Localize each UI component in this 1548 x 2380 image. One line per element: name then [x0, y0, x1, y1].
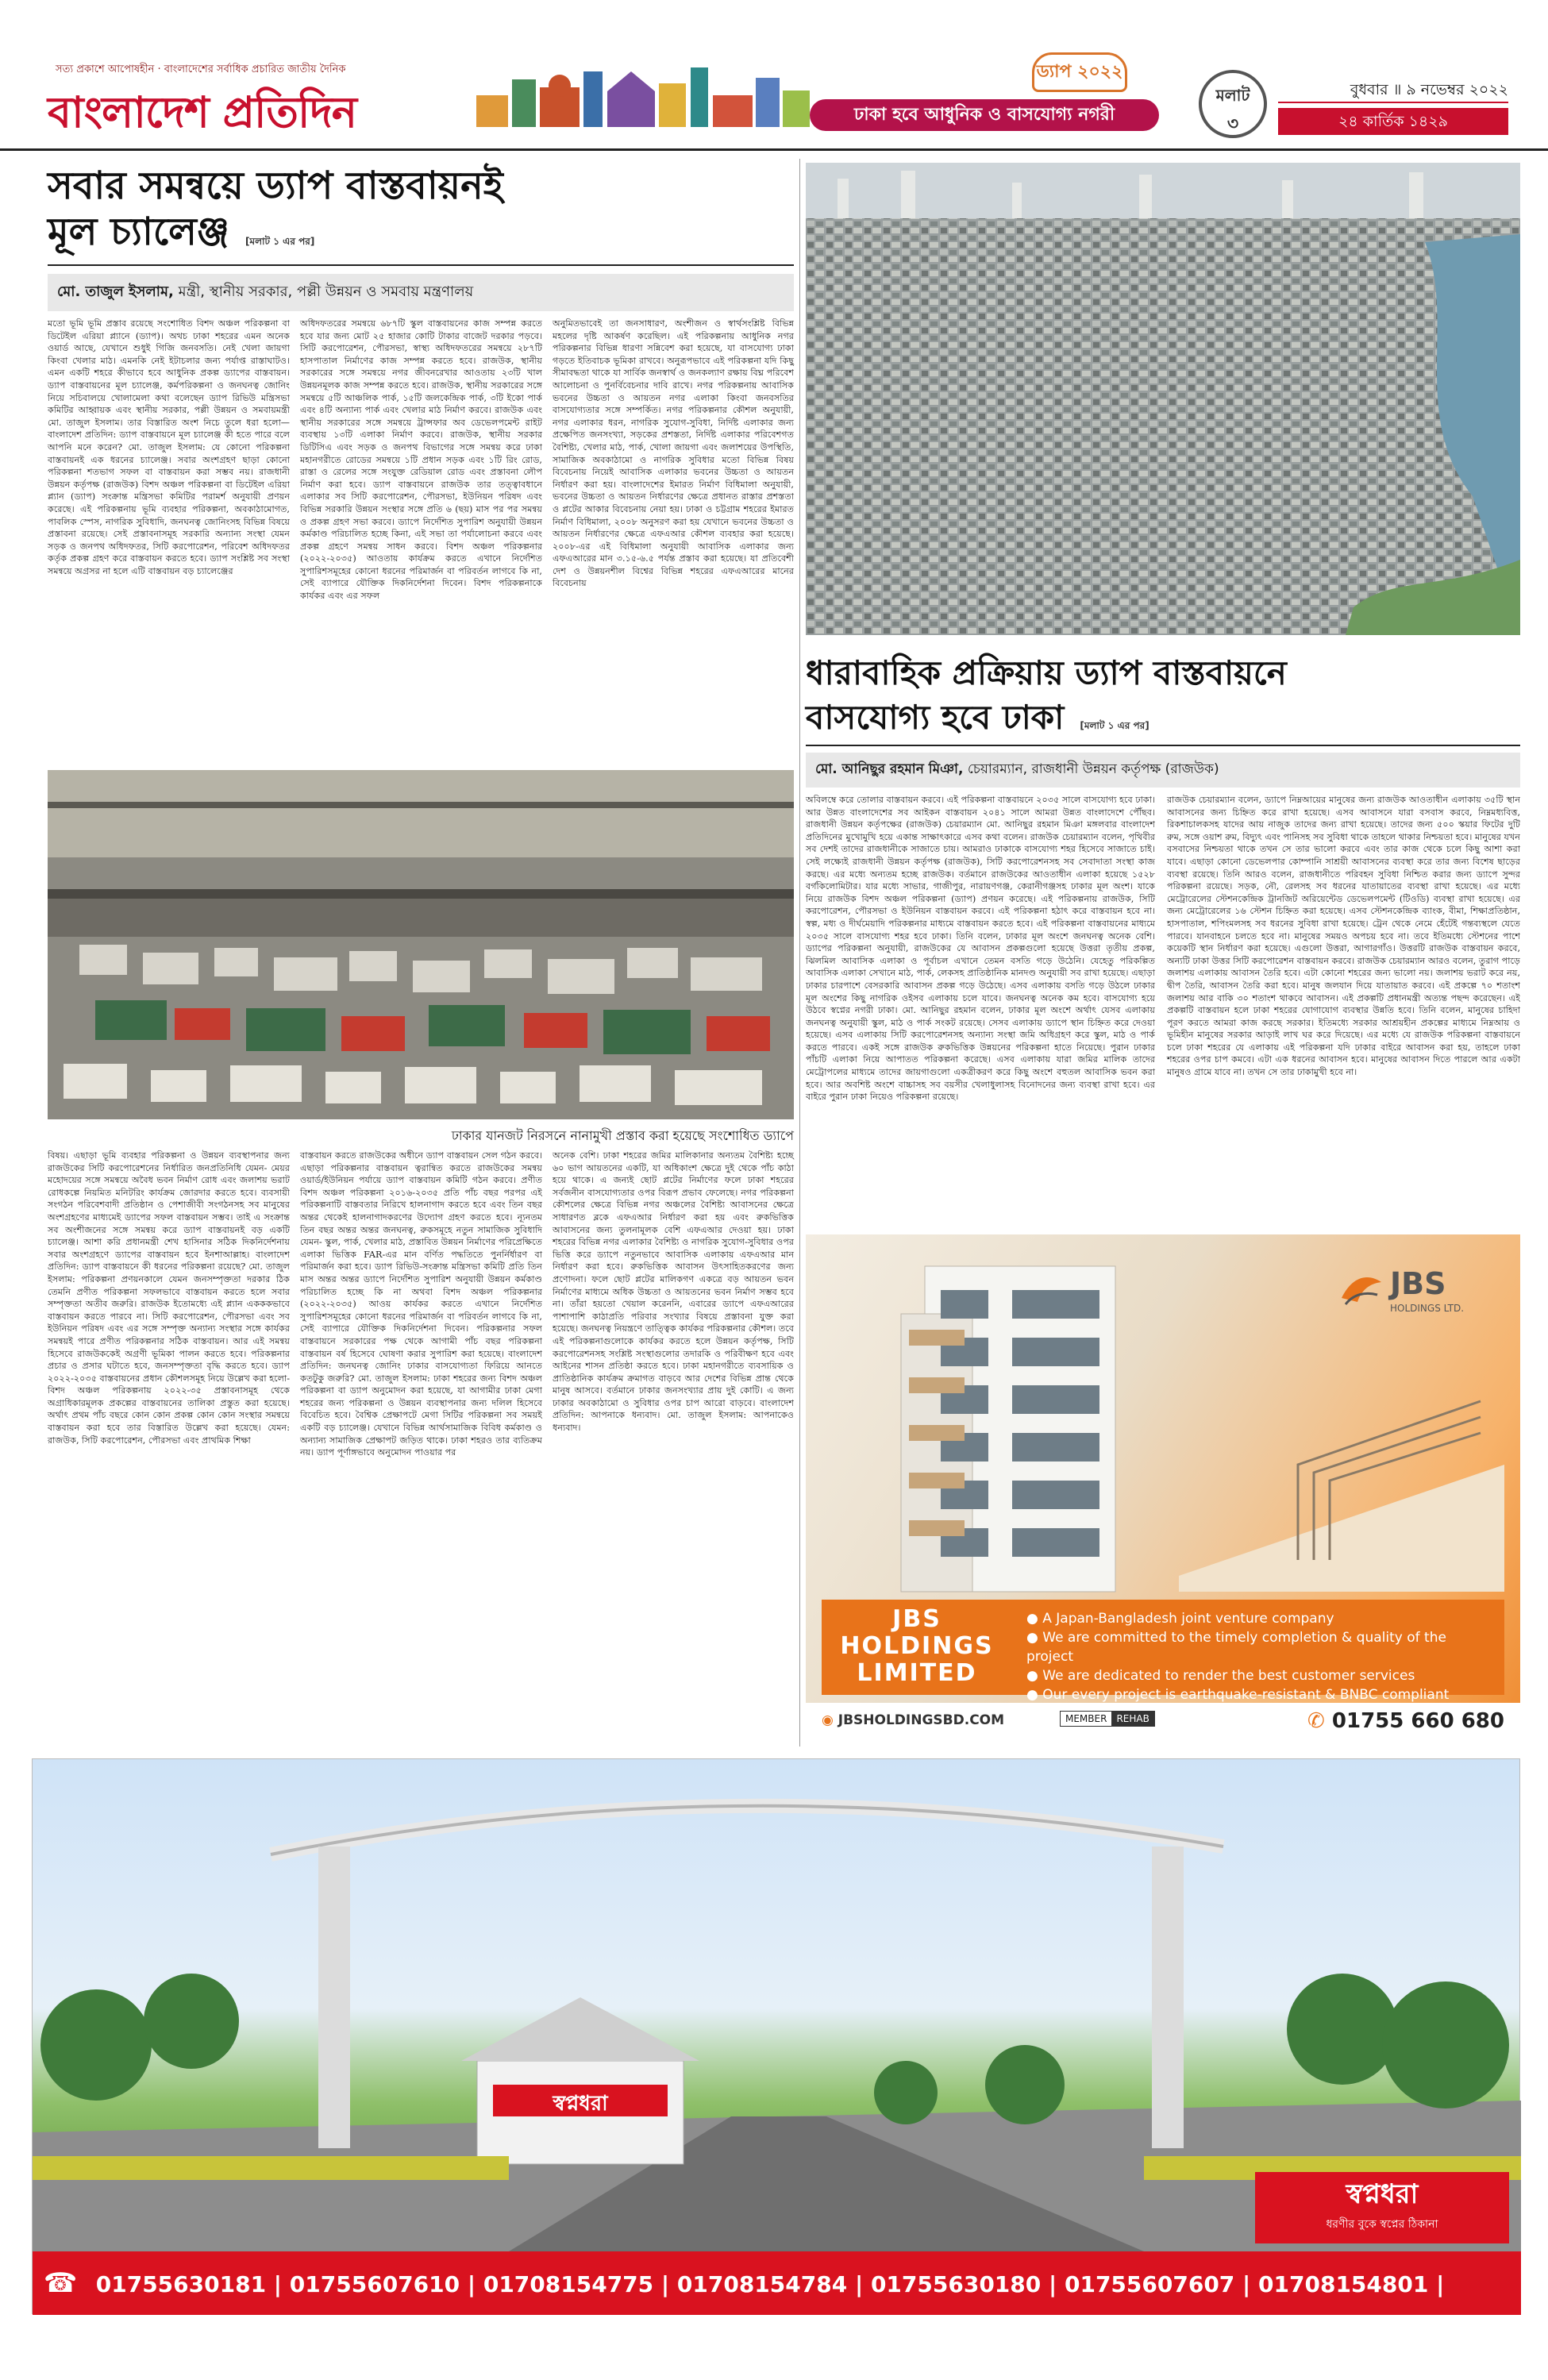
phone-number[interactable]: 01755607607: [1064, 2271, 1235, 2297]
article2-headline: ধারাবাহিক প্রক্রিয়ায় ড্যাপ বাস্তবায়নে বাসযোগ্য হবে ঢাকা [মলাট ১ এর পর]: [806, 651, 1520, 748]
stair-illustration: [1179, 1369, 1504, 1592]
article2-col1: অবিলম্বে করে তোলার বাস্তবায়ন করবে। এই পরিকল্পনা বাস্তবায়নে ২০৩৫ সালে বাসযোগ্য হবে ঢাকা। আর উন্নত বাংলাদেশের সব আইকন বাস্তবায়ন ২০৪১ সালে আমরা উন্নত বাংলাদেশে পৌঁছব। রাজধানী উন্নয়ন কর্তৃপক্ষের (রাজউক) চেয়ারম্যান মো. আনিছুর রহমান মিঞা মঙ্গলবার বাংলাদেশ প্রতিদিনের মুখোমুখি হয়ে একান্ত সাক্ষাৎকারে এসব কথা বলেন। রাজউক চেয়ারম্যান বলেন, পৃথিবীর সব দেশই তাদের রাজধানীকে সাজাতে চায়। আমরাও ঢাকাকে বাসযোগ্য শহর হিসেবে সাজাতে চাই। সেই লক্ষ্যেই রাজধানী উন্নয়ন কর্তৃপক্ষ (রাজউক), সিটি করপোরেশনসহ সব সেবাদাতা সংস্থা কাজ করছে। এর মধ্যে অন্যতম হচ্ছে রাজউক। বর্তমানে রাজউকের আওতাধীন এলাকা হয়েছে ১৫২৮ বর্গকিলোমিটার। যার মধ্যে সাভার, গাজীপুর, নারায়ণগঞ্জ, কেরানীগঞ্জসহ ঢাকার মূল অংশ। যাকে নিয়ে রাজউক বিশদ অঞ্চল পরিকল্পনা (ড্যাপ) প্রণয়ন করেছে। এই পরিকল্পনায় রাজউক, সিটি করপোরেশন, পৌরসভা ও ইউনিয়ন বাস্তবায়ন করবে। এই পরিকল্পনা হঠাৎ করে বাস্তবায়ন হবে না। স্বল্প, মধ্য ও দীর্ঘমেয়াদি পরিকল্পনার মাধ্যমে বাস্তবায়ন করতে হবে। এই পরিকল্পনা বাস্তবায়নের মাধ্যমে ২০৩৫ সালে বাসযোগ্য শহর হবে ঢাকা। তিনি বলেন, ঢাকার মূল অংশে জনঘনত্ব অনেক বেশি। ড্যাপের পরিকল্পনা অনুযায়ী, রাজউকের যে আবাসন প্রকল্পগুলো হয়েছে উত্তরা তৃতীয় প্রকল্প, ঝিলমিল আবাসিক এলাকা ও পূর্বাচল এখানে তেমন বসতি গড়ে উঠেনি। যেহেতু পরিকল্পিত আবাসিক এলাকা সেখানে মাঠ, পার্ক, লেকসহ প্রাতিষ্ঠানিক মানদণ্ড অনুযায়ী সব রাখা হয়েছে। এছাড়া ঢাকার চারপাশে বেসরকারি আবাসন প্রকল্প গড়ে উঠেছে। এসব এলাকায় বসতি গড়ে উঠলে ঢাকার মূল অংশের কিছু নাগরিক ওইসব এলাকায় চলে যাবে। জনঘনত্ব অনেক কম হবে। বাসযোগ্য হয়ে উঠবে স্বপ্নের নগরী ঢাকা। মো. আনিছুর রহমান বলেন, ঢাকার মূল অংশে অর্থাৎ যেসব এলাকায় জনঘনত্ব অনুযায়ী স্কুল, মাঠ ও পার্ক সংকট রয়েছে। সেসব এলাকায় ড্যাপে স্থান চিহ্নিত করে দেওয়া হয়েছে। এসব এলাকায় সিটি করপোরেশনসহ অন্যান্য সংস্থা জমি অধিগ্রহণ করে স্কুল, মাঠ ও পার্ক করতে পারবে। একই সঙ্গে রাজউক রুকভিত্তিক উন্নয়নের পরিকল্পনা হাতে নিয়েছে। পুরান ঢাকার পাঁচটি এলাকা নিয়ে আপাতত পরিকল্পনা করেছে। এসব এলাকায় যারা জমির মালিক তাদের মেট্রোপলের মাধ্যমে তাদের জায়গাগুলো একত্রীকরণ করে কিছু অংশে বহুতল আবাসিক ভবন করা হবে। আর অবশিষ্ট অংশে বাচ্চাসহ সব বয়সীর খেলাধুলাসহ বিনোদনের জন্য ব্যবস্থা রাখা হবে। এর বাইরে পুরান ঢাকা নিয়েও পরিকল্পনা রয়েছে।: [806, 795, 1155, 1103]
swapnodhara-ad: [32, 1758, 1520, 2361]
phone-icon: ✆: [1307, 1709, 1325, 1733]
article1-col5: বাস্তবায়ন করতে রাজউকের অধীনে ড্যাপ বাস্তবায়ন সেল গঠন করবে। এছাড়া পরিকল্পনার বাস্তবায়ন ত্বরান্বিত করতে রাজউকের সমন্বয় ওয়ার্ড/ইউনিয়ন পর্যায়ে ড্যাপ বাস্তবায়ন কমিটি গঠন করবে। প্রণীত বিশদ অঞ্চল পরিকল্পনা ২০১৬-২০৩৫ প্রতি পাঁচ বছর পরপর এই পরিকল্পনাটি বাস্তবতার নিরিখে হালনাগাদ করতে হবে এবং তিন বছর অন্তর থেকেই হালনাগাদকরণের উদ্যোগ গ্রহণ করতে হবে। ন্যূনতম তিন বছর অন্তর অন্তর জনঘনত্ব, রুকসমূহে নতুন সামাজিক সুবিধাদি যেমন- স্কুল, পার্ক, খেলার মাঠ, প্রস্তাবিত উন্নয়ন নির্মাণের পরিপ্রেক্ষিতে এলাকা ভিত্তিক FAR-এর মান বর্ণিত পদ্ধতিতে পুনর্নির্ধারণ বা পরিমার্জন করা হবে। ড্যাপ রিভিউ-সংক্রান্ত মন্ত্রিসভা কমিটি প্রতি তিন মাস অন্তর অন্তর ড্যাপে নির্দেশিত সুপারিশ অনুযায়ী উন্নয়ন কর্মকাণ্ড পরিচালিত হচ্ছে কি না অথবা বিশদ অঞ্চল পরিকল্পনার (২০২২-২০৩৫) আওয় কার্যকর করতে এখানে নির্দেশিত সুপারিশসমূহের কোনো ধরনের পরিমার্জন বা পরিবর্তন লাগবে কি না, সেই ব্যাপারে যৌক্তিক দিকনির্দেশনা দিবেন। পরিকল্পনার সফল বাস্তবায়নে সরকারের পক্ষ থেকে আগামী পাঁচ বছর পরিকল্পনা বাস্তবায়ন বর্ষ হিসেবে ঘোষণা করার সুপারিশ করা হয়েছে। বাংলাদেশ প্রতিদিন: জনঘনত্ব জোনিং ঢাকার বাসযোগ্যতা ফিরিয়ে আনতে কতটুকু জরুরি? মো. তাজুল ইসলাম: ঢাকা শহরের জন্য বিশদ অঞ্চল পরিকল্পনা বা ড্যাপ অনুমোদন করা হয়েছে, যা আগামীর ঢাকা মেগা শহরের জন্য পরিকল্পনা ও উন্নয়ন ব্যবস্থাপনার জন্য দলিল হিসেবে বিবেচিত হবে। বৈশ্বিক প্রেক্ষাপটে মেগা সিটির পরিকল্পনা সব সময়ই একটি বড় চ্যালেঞ্জ। যেখানে বিভিন্ন আর্থসামাজিক বিবিধ কর্মকাণ্ড ও অন্যান্য সামাজিক প্রেক্ষাপট জড়িত থাকে। ঢাকা শহরও তার ব্যতিক্রম নয়। ড্যাপ পূর্ণাঙ্গভাবে অনুমোদন পাওয়ার পর: [300, 1150, 542, 1458]
traffic-photo: [48, 770, 794, 1119]
column-divider: [799, 159, 800, 1746]
list-item: ● A Japan-Bangladesh joint venture company: [1026, 1611, 1334, 1627]
globe-icon: ◉: [822, 1712, 834, 1728]
section-label: মলাট: [1215, 86, 1250, 105]
list-item: ● We are committed to the timely completion & quality of the project: [1026, 1630, 1446, 1665]
phone-number[interactable]: 01708154784: [676, 2271, 848, 2297]
newspaper-logo: বাংলাদেশ প্রতিদিন: [48, 87, 356, 137]
swapnodhara-phone-strip: ☎ 01755630181 | 01755607610 | 01708154775 | 01708154784 | 01755630180 | 01755607607 | 01708154801 | 01755630194: [33, 2251, 1521, 2315]
divider: [806, 745, 1520, 746]
article1-col1: মতো ভূমি ভূমি প্রস্তাব রয়েছে সংশোধিত বিশদ অঞ্চল পরিকল্পনা বা ডিটেইল এরিয়া প্ল্যানে (ড্যাপ)। অথচ ঢাকা শহরের এমন অনেক ওয়ার্ড আছে, যেখানে শুধুই গিজি জনবসতি। নেই খেলা জায়গা কিংবা খেলার মাঠ। এমনকি নেই ইটাচলার জন্য পর্যাপ্ত রাস্তাঘাটও। এমন একটি শহরে কীভাবে হবে আধুনিক প্রকল্প ড্যাপের বাস্তবায়ন। ড্যাপ বাস্তবায়নের মূল চ্যালেঞ্জ, কর্মপরিকল্পনা ও জনঘনত্ব জোনিং নিয়ে সচিবালয়ে খোলামেলা কথা বলেছেন ড্যাপ রিভিউ মন্ত্রিসভা কমিটির আহ্বায়ক এবং স্থানীয় সরকার, পল্লী উন্নয়ন ও সমবায়মন্ত্রী মো. তাজুল ইসলাম। তার বিস্তারিত অংশ নিচে তুলে ধরা হলো— বাংলাদেশ প্রতিদিন: ড্যাপ বাস্তবায়নে মূল চ্যালেঞ্জ কী হতে পারে বলে আপনি মনে করেন? মো. তাজুল ইসলাম: যে কোনো পরিকল্পনা বাস্তবায়নই এক ধরনের চ্যালেঞ্জ। সবার অংশগ্রহণ ছাড়া কোনো পরিকল্পনা শতভাগ সফল বা বাস্তবায়ন করা সম্ভব নয়। রাজধানী উন্নয়ন কর্তৃপক্ষ (রাজউক) বিশদ অঞ্চল পরিকল্পনা বা ডিটেইল এরিয়া প্ল্যান (ড্যাপ) সংক্রান্ত মন্ত্রিসভা কমিটির পরামর্শ অনুযায়ী প্রণয়ন করেছে। এই পরিকল্পনায় ভূমি ব্যবহার পরিকল্পনা, অবকাঠামোগত, পাবলিক স্পেস, নাগরিক সুবিধাদি, জনঘনত্ব জোনিংসহ বিভিন্ন বিষয়ে প্রস্তাবনা রয়েছে। সেই প্রস্তাবনাসমূহ সরকারি অন্যান্য সংস্থা যেমন সড়ক ও জনপথ অধিদফতর, সিটি করপোরেশন, পরিবেশ অধিদফতর কর্তৃক প্রকল্প গ্রহণ করে বাস্তবায়ন করতে হবে। ড্যাপ সংশ্লিষ্ট সব সংস্থা সমন্বয়ে অগ্রসর না হলে এটি বাস্তবায়ন বড় চ্যালেঞ্জের: [48, 318, 290, 576]
gate-sign: স্বপ্নধরা: [553, 2092, 608, 2116]
article1-col6: অনেক বেশি। ঢাকা শহরের জমির মালিকানার অন্যতম বৈশিষ্ট্য হচ্ছে ৬০ ভাগ আয়তনের একটি, যা অধিকাংশ ক্ষেত্রে দুই থেকে পাঁচ কাঠা হয়ে থাকে। এ জন্যই ছোট প্লটের নির্মাণের ফলে ঢাকা শহরের সর্বজনীন বাসযোগ্যতার ওপর বিরূপ প্রভাব ফেলেছে। নগর পরিকল্পনা কৌশলের ক্ষেত্রে বিভিন্ন নগর অঞ্চলের বৈশিষ্ট্য আবাসনের ক্ষেত্রে সাধারণত ব্লকে এফএআর নির্ধারণ করা হয় এবং রুকভিত্তিক আবাসনের জন্য তুলনামূলক বেশি এফএআর দেওয়া হয়। ঢাকা শহরের বিভিন্ন নগর এলাকার বৈশিষ্ট্য ও নাগরিক সুযোগ-সুবিধার ওপর ভিত্তি করে ড্যাপে নতুনভাবে আবাসিক এলাকায় এফএআর মান নির্ধারণ করা হবে। রুকভিত্তিক আবাসন উৎসাহিতকরণের জন্য প্রণোদনা। ফলে ছোট প্লটের মালিকগণ একত্রে বড় আয়তন ভবন নির্মাণের মাধ্যমে অধিক উচ্চতা ও আয়তনের ভবন নির্মাণ সম্ভব হবে না। তাঁরা হয়তো খেয়াল করেননি, এবারের ড্যাপে এফএআরের পাশাপাশি কাঠাপ্রতি পরিবার সংখ্যার বিষয়ে প্রস্তাবনা যুক্ত করা হয়েছে। জনঘনত্ব নিয়ন্ত্রণে তাত্ত্বিক কার্যকর পরিকল্পনার কৌশল। তবে এই পরিকল্পনাগুলোকে কার্যকর করতে হলে উন্নয়ন কর্তৃপক্ষ, সিটি করপোরেশনসহ সংশ্লিষ্ট সংস্থাগুলোর তদারকি ও পরিবীক্ষণ হবে এবং আইনের শাসন প্রতিষ্ঠা করতে হবে। ঢাকা মহানগরীতে ব্যবসায়িক ও প্রাতিষ্ঠানিক কার্যক্রম ক্রমাগত বাড়বে আর দেশের বিভিন্ন প্রান্ত থেকে মানুষ আসবে। বর্তমানে ঢাকার জনসংখ্যার প্রায় দুই কোটি। এ জন্য ঢাকার অবকাঠামো ও সুবিধার ওপর চাপ আরো বাড়বে। বাংলাদেশ প্রতিদিন: আপনাকে ধন্যবাদ। মো. তাজুল ইসলাম: আপনাকেও ধন্যবাদ।: [553, 1150, 794, 1434]
logo-tagline: সত্য প্রকাশে আপোষহীন · বাংলাদেশের সর্বাধিক প্রচারিত জাতীয় দৈনিক: [56, 64, 346, 75]
jbs-feature-list: [1012, 1600, 1504, 1703]
article1-col4: বিষয়। এছাড়া ভূমি ব্যবহার পরিকল্পনা ও উন্নয়ন ব্যবস্থাপনার জন্য রাজউকের সিটি করপোরেশনের নির্ধারিত জনপ্রতিনিধি যেমন- মেয়র মহোদয়ের সঙ্গে সমন্বয়ে অবৈধ ভবন নির্মাণ রোধ এবং জলাশয় ভরাট রোধকল্পে নিয়মিত মনিটরিং কার্যক্রম জোরদার করতে হবে। ব্যবসায়ী সংগঠন পরিবেশবাদী প্রতিষ্ঠান ও পেশাজীবী সংগঠনসহ সব মানুষের অংশগ্রহণের মাধ্যমেই ড্যাপের সফল বাস্তবায়ন সম্ভব। তাই এ সংক্রান্ত সব অংশীজনের সঙ্গে সমন্বয় করে ড্যাপ বাস্তবায়নই বড় একটি চ্যালেঞ্জ। আশা করি প্রধানমন্ত্রী শেখ হাসিনার সঠিক দিকনির্দেশনায় সবার অংশগ্রহণে ড্যাপের বাস্তবায়ন হবে ইনশাআল্লাহ। বাংলাদেশ প্রতিদিন: ড্যাপ বাস্তবায়নে কী ধরনের পরিকল্পনা রয়েছে? মো. তাজুল ইসলাম: পরিকল্পনা প্রণয়নকালে যেমন জনসম্পৃক্ততা দরকার ঠিক তেমনি প্রণীত পরিকল্পনা সফলভাবে বাস্তবায়ন করতে হলে সবার সম্পৃক্ততা অতীব জরুরি। রাজউক ইতোমধ্যে এই প্ল্যান একককভাবে বাস্তবায়ন করতে পারবে না। সিটি করপোরেশন, পৌরসভা এবং সব ইউনিয়ন পরিষদ এবং এর সঙ্গে সম্পৃক্ত অন্যান্য সংস্থার সঙ্গে কার্যকর সমন্বয়ই পারে প্রণীত পরিকল্পনার সঠিক বাস্তবায়ন। আর এই সমন্বয় হিসেবে রাজউককেই অগ্রণী ভূমিকা পালন করতে হবে। পরিকল্পনার প্রচার ও প্রসার ঘটাতে হবে, জনসম্পৃক্ততা বৃদ্ধি করতে হবে। ড্যাপ ২০২২-২০৩৫ বাস্তবায়নের প্রধান কৌশলসমূহ নিয়ে উল্লেখ করা হলো-বিশদ অঞ্চল পরিকল্পনায় ২০২২-৩৫ প্রস্তাবনাসমূহ থেকে অগ্রাধিকারমূলক প্রকল্পের বাস্তবায়নের তালিকা প্রস্তুত করা হয়েছে। অর্থাৎ প্রথম পাঁচ বছরে কোন কোন প্রকল্প কোন কোন সংস্থার সমন্বয়ে বাস্তবায়ন করা হবে তার বিস্তারিত উল্লেখ করা হয়েছে। যেমন: রাজউক, সিটি করপোরেশন, পৌরসভা এবং প্রাথমিক শিক্ষা: [48, 1150, 290, 1446]
jbs-bird-icon: [1338, 1266, 1385, 1314]
phone-number[interactable]: 01755630194: [33, 2335, 203, 2361]
slogan-banner: ঢাকা হবে আধুনিক ও বাসযোগ্য নগরী: [810, 99, 1159, 131]
phone-number[interactable]: 01755630181: [95, 2271, 267, 2297]
section-badge: [1199, 70, 1267, 138]
continued-note: [মলাট ১ এর পর]: [1080, 720, 1149, 731]
dap-badge: ড্যাপ ২০২২: [1032, 52, 1127, 92]
date-bengali: ২৪ কার্তিক ১৪২৯: [1278, 108, 1508, 135]
jbs-phone[interactable]: ✆ 01755 660 680: [1307, 1709, 1504, 1733]
masthead: [0, 0, 1548, 151]
jbs-website-link[interactable]: ◉ JBSHOLDINGSBD.COM: [822, 1712, 1005, 1728]
article2-col2: রাজউক চেয়ারম্যান বলেন, ড্যাপে নিম্নআয়ের মানুষের জন্য রাজউক আওতাধীন এলাকায় ৩৫টি স্থান আবাসনের জন্য চিহ্নিত করে রাখা হয়েছে। এসব আবাসনে যারা বসবাস করবে, নিম্নমধ্যবিত্ত, রিকশাচালকসহ যাদের আয় নাজুক তাদের জন্য রাখা হয়েছে। তাদের জন্য ৫০০ স্কয়ার ফিটের দুটি রুম, সঙ্গে ওয়াশ রুম, বিদ্যুৎ এবং পানিসহ সব সুবিধা থাকে তাহলে থাকার নিশ্চয়তা হবে। মানুষের যখন বসবাসের নিশ্চয়তা থাকে তখন সে তার ভালো করবে এবং তার কাজ থেকে চলে কিছু আশা করা যাবে। এছাড়া কোনো ডেভেলপার কোম্পানি সাশ্রয়ী আবাসনের ব্যবস্থা করে তার জন্য বিশেষ ছাড়ের ব্যবস্থা রয়েছে। তিনি আরও বলেন, রাজধানীতে পরিবহন সুবিধা নিশ্চিত করার জন্য ড্যাপে সুন্দর পরিকল্পনা রয়েছে। সড়ক, নৌ, রেলসহ সব ধরনের যাতায়াতের ব্যবস্থা রাখা হয়েছে। এর মধ্যে মেট্রোরেলের স্টেশনকেন্দ্রিক ট্রানজিট অরিয়েন্টেড ডেভেলপমেন্ট (টিওডি) ব্যবস্থা রাখা হয়েছে। এর জন্য মেট্রোরেলের ১৬ স্টেশন চিহ্নিত করা হয়েছে। এসব স্টেশনকেন্দ্রিক ব্যাংক, বীমা, শিক্ষাপ্রতিষ্ঠান, হাসপাতাল, শপিংমলসহ সব ধরনের সুবিধা রাখা হয়েছে। ট্রেন থেকে নেমে হেঁটেই গন্তব্যস্থলে যেতে পারবে। যানবাহনে চলতে হবে না। মানুষের সময়ও অপচয় হবে না। তবে ইতিমধ্যে স্টেশনের পাশে কয়েকটি স্থান নির্ধারণ করা হয়েছে। এগুলো উত্তরা, আগারগাঁও। উত্তরটি রাজউক বাস্তবায়ন করবে, অন্যটি ঢাকা উত্তর সিটি করপোরেশন বাস্তবায়ন করবে। রাজউক চেয়ারম্যান আরও বলেন, তুরাগ পাড়ে জলাশয় এলাকায় আবাসন তৈরি হবে। এটা কোনো শহরের জন্য ভালো নয়। জলাশয় ভরাট করে নয়, দ্বীপ তৈরি, আবাসন তৈরি করা হবে। মানুষ জলযান দিয়ে যাতায়াত করবে। এই প্রকল্পে ৭০ শতাংশ জলাশয় আর বাকি ৩০ শতাংশ থাকবে আবাসন। এই প্রকল্পটি প্রধানমন্ত্রী অত্যন্ত পছন্দ করেছেন। এই প্রকল্পটি বাস্তবায়ন হলে ঢাকা শহরের যোগাযোগ ব্যবস্থার উন্নতি হবে। তিনি বলেন, মানুষের চাহিদা পূরণ করতে আমরা কাজ করছে সরকার। ইতিমধ্যে সরকার আশ্রয়হীন প্রকল্পের মাধ্যমে নিম্নআয় ও ভূমিহীন মানুষের সরকার আড়াই লাখ ঘর করে দিয়েছে। এর মধ্যে যে রাজউক পরিকল্পনা বাস্তবায়নে চলে ঢাকা শহরের যে এলাকায় এই পরিকল্পনা যদি ঢাকার বাইরে আবাসন করা হয়, তাহলে ঢাকা শহরের ওপর চাপ কমবে। এটা এক ধরনের আবাসন হবে। মানুষের আবাসন দিতে পারলে আর একটা মানুষও গ্রামে যাবে না। তখন সে তার ঢাকামুখী হবে না।: [1167, 795, 1520, 1078]
phone-number[interactable]: 01755607610: [289, 2271, 460, 2297]
list-item: ● Our every project is earthquake-resistant & BNBC compliant: [1026, 1687, 1450, 1703]
article1-col2: অধিদফতরের সমন্বয়ে ৬৮৭টি স্কুল বাস্তবায়নের কাজ সম্পন্ন করতে হবে যার জন্য মোট ২৫ হাজার কোটি টাকার বাজেট দরকার পড়বে। সিটি করপোরেশন, পৌরসভা, স্বাস্থ্য অধিদফতরের সমন্বয়ে ২৮৭টি হাসপাতাল নির্মাণের কাজ সম্পন্ন করতে হবে। রাজউক, স্থানীয় সরকারের সঙ্গে সমন্বয়ে নগর জীবনরেখার আওতায় ২৩টি খাল উন্নয়নমূলক কাজ সম্পন্ন করতে হবে। রাজউক, স্থানীয় সরকারের সঙ্গে সমন্বয়ে ৫টি আঞ্চলিক পার্ক, ১৫টি জলকেন্দ্রিক পার্ক, ৩টি ইকো পার্ক এবং ৪টি অন্যান্য পার্ক এবং খেলার মাঠ নির্মাণ করবে। রাজউক এবং স্থানীয় সরকারের সঙ্গে সমন্বয়ে ট্রান্সফার অব ডেভেলপমেন্ট রাইট ব্যবস্থায় ১৩টি এলাকা নির্মাণ করবে। রাজউক, স্থানীয় সরকার ডিটিসিএ এবং সড়ক ও জনপথ বিভাগের সঙ্গে সমন্বয় করে ঢাকা মহানগরীতে রোডের সমন্বয়ে ১টি প্রধান সড়ক এবং ১টি রিং রোড, রাস্তা ও রেলের সঙ্গে সংযুক্ত রেডিয়াল রোড এবং প্রস্তাবনা লৌপ নির্মাণ করা হবে। ড্যাপ বাস্তবায়নে রাজউক তার তত্ত্বাবধানে এলাকার সব সিটি করপোরেশন, পৌরসভা, ইউনিয়ন পরিষদ এবং বিভিন্ন সরকারি উন্নয়ন সংস্থার সঙ্গে প্রতি ৬ (ছয়) মাস পর পর সমন্বয় ও প্রকল্প গ্রহণ সভা করবে। ড্যাপে নির্দেশিত সুপারিশ অনুযায়ী উন্নয়ন কর্মকাণ্ড পরিচালিত হচ্ছে কিনা, এই সভা তা পর্যালোচনা করবে এবং প্রকল্প গ্রহণে সমন্বয় সাধন করবে। বিশদ অঞ্চল পরিকল্পনার (২০২২-২০৩৫) আওতায় কার্যক্রম করতে এখানে নির্দেশিত সুপারিশসমূহের কোনো ধরনের পরিমার্জন বা পরিবর্তন লাগবে কি না, সেই ব্যাপারে যৌক্তিক দিকনির্দেশনা দিবেন। বিশদ পরিকল্পনাকে কার্যকর এবং এর সফল: [300, 318, 542, 602]
traffic-photo-caption: ঢাকার যানজট নিরসনে নানামুখী প্রস্তাব করা হয়েছে সংশোধিত ড্যাপে: [451, 1128, 794, 1143]
article1-byline: মো. তাজুল ইসলাম, মন্ত্রী, স্থানীয় সরকার, পল্লী উন্নয়ন ও সমবায় মন্ত্রণালয়: [48, 274, 794, 311]
rehab-badge: MEMBER REHAB: [1060, 1711, 1155, 1727]
phone-number[interactable]: 01708154775: [483, 2271, 654, 2297]
phone-number[interactable]: 01708154801: [1258, 2271, 1429, 2297]
article1-col3: অনুমিতভাবেই তা জনসাধারণ, অংশীজন ও স্বার্থসংশ্লিষ্ট বিভিন্ন মহলের দৃষ্টি আকর্ষণ করেছিল। এই পরিকল্পনায় আধুনিক নগর পরিকল্পনার বিভিন্ন ধারণা সন্নিবেশ করা হয়েছে, যা বাসযোগ্য ঢাকা গড়তে ইতিবাচক ভূমিকা রাখবে। অনুরূপভাবে এই পরিকল্পনা যদি কিছু সীমাবদ্ধতা থাকে যা সার্বিক জনস্বার্থ ও জনকল্যাণ রক্ষায় বিঘ্ন পরিবেশ আলোচনা ও পুনর্বিবেচনার দাবি রাখে। নগর পরিকল্পনায় আবাসিক ভবনের উচ্চতা ও আয়তন নগর এলাকা কিংবা জনবসতির বাসযোগ্যতার সঙ্গে সম্পর্কিত। নগর পরিকল্পনার কৌশল অনুযায়ী, নগর এলাকার ধরন, নাগরিক সুযোগ-সুবিধা, নির্দিষ্ট এলাকার জন্য প্রক্ষেপিত জনসংখ্যা, সড়কের প্রশস্ততা, নির্দিষ্ট এলাকার পরিবেশগত বৈশিষ্ট্য, খেলার মাঠ, পার্ক, খোলা জায়গা এবং জলাশয়ের উপস্থিতি, সামাজিক অবকাঠামো ও নাগরিক সুবিধার মতো বিভিন্ন বিষয় বিবেচনায় নিয়েই আবাসিক এলাকার ভবনের উচ্চতা ও আয়তন নির্ধারণ করা হয়। বাংলাদেশের ইমারত নির্মাণ বিধিমালা অনুযায়ী, ভবনের উচ্চতা ও আয়তন নির্ধারণের ক্ষেত্রে প্রধানত রাস্তার প্রশস্ততা ও প্লটের আকার বিবেচনায় নেয়া হয়। ঢাকা ও চট্টগ্রাম শহরের ইমারত নির্মাণ বিধিমালা, ২০০৮ অনুসরণ করা হয় যেখানে ভবনের উচ্চতা ও আয়তন নির্ধারণের ক্ষেত্রে এফএআর কৌশল ব্যবহার করা হয়েছে। ২০০৮-এর এই বিধিমালা অনুযায়ী আবাসিক এলাকার জন্য এফএআরের মান ৩.১৫-৬.৫ পর্যন্ত প্রস্তাব করা হয়েছে। যা প্রতিবেশী দেশ ও উন্নয়নশীল বিশ্বের বিভিন্ন শহরের এফএআরের মানের বিবেচনায়: [553, 318, 794, 589]
jbs-holdings-ad: [806, 1234, 1520, 1743]
phone-number[interactable]: 01755630180: [870, 2271, 1042, 2297]
jbs-footer: [806, 1703, 1520, 1743]
divider: [48, 264, 794, 266]
swapnodhara-logo: স্বপ্নধরা ধরণীর বুকে স্বপ্নের ঠিকানা: [1255, 2172, 1509, 2243]
article1-headline: সবার সমন্বয়ে ড্যাপ বাস্তবায়নই মূল চ্যালেঞ্জ [মলাট ১ এর পর]: [48, 163, 794, 264]
skyline-illustration: [476, 56, 810, 127]
article2-byline: মো. আনিছুর রহমান মিঞা, চেয়ারম্যান, রাজধানী উন্নয়ন কর্তৃপক্ষ (রাজউক): [806, 753, 1520, 788]
building-illustration: [853, 1250, 1187, 1592]
aerial-photo: [806, 163, 1520, 635]
jbs-name-block: JBS HOLDINGS LIMITED: [822, 1600, 1012, 1695]
list-item: ● We are dedicated to render the best customer services: [1026, 1668, 1415, 1684]
continued-note: [মলাট ১ এর পর]: [245, 236, 315, 247]
jbs-logo: JBS HOLDINGS LTD.: [1338, 1266, 1488, 1322]
section-number: ৩: [1226, 114, 1239, 134]
headset-icon: ☎: [43, 2267, 78, 2299]
date-gregorian: বুধবার ॥ ৯ নভেম্বর ২০২২: [1278, 76, 1508, 103]
